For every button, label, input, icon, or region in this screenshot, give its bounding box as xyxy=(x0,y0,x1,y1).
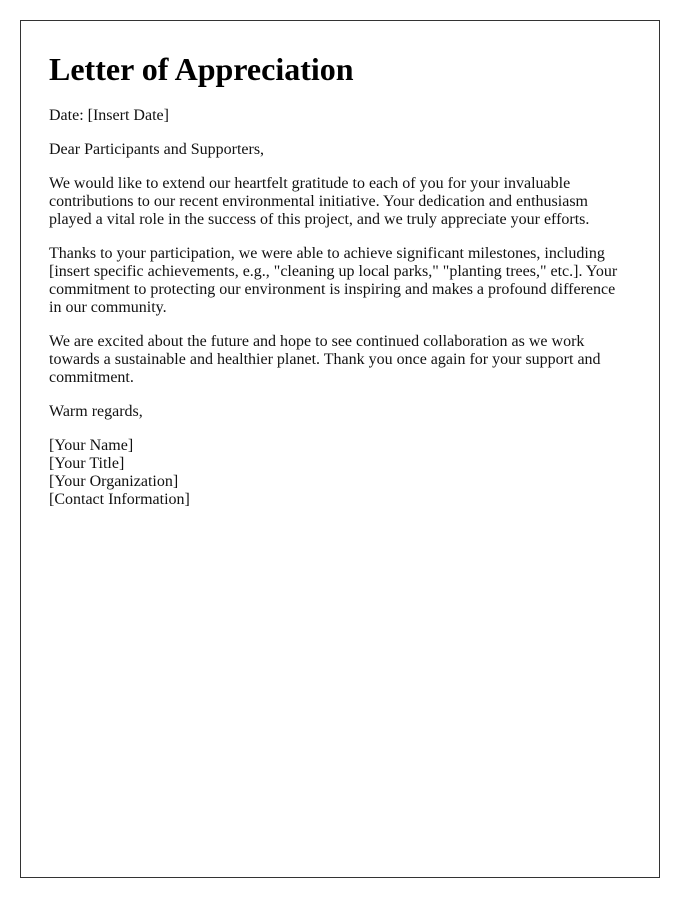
signature-block xyxy=(49,437,631,509)
body-paragraph-3: We are excited about the future and hope to see continued collaboration as we work towards a sustainable and healthier planet. Thank you once again for your support and commitment. xyxy=(49,333,601,386)
signature-name: [Your Name] xyxy=(49,437,134,454)
signature-contact: [Contact Information] xyxy=(49,491,190,508)
closing: Warm regards, xyxy=(49,403,143,420)
body-paragraph-1: We would like to extend our heartfelt gratitude to each of you for your invaluable contributions to our recent environmental initiative. Your dedication and enthusiasm played a vital role in the success of this project, and we truly appreciate your efforts. xyxy=(49,175,590,228)
letter-page xyxy=(20,20,660,878)
letter-title: Letter of Appreciation xyxy=(49,51,354,87)
signature-organization: [Your Organization] xyxy=(49,473,179,490)
date-line: Date: [Insert Date] xyxy=(49,107,169,124)
signature-title: [Your Title] xyxy=(49,455,125,472)
body-paragraph-2: Thanks to your participation, we were able to achieve significant milestones, including [insert specific achievements, e.g., "cleaning up local parks," "planting trees," etc.]. Your commitment to protecting our environment is inspiring and makes a profound difference in our community. xyxy=(49,245,618,316)
salutation: Dear Participants and Supporters, xyxy=(49,141,265,158)
